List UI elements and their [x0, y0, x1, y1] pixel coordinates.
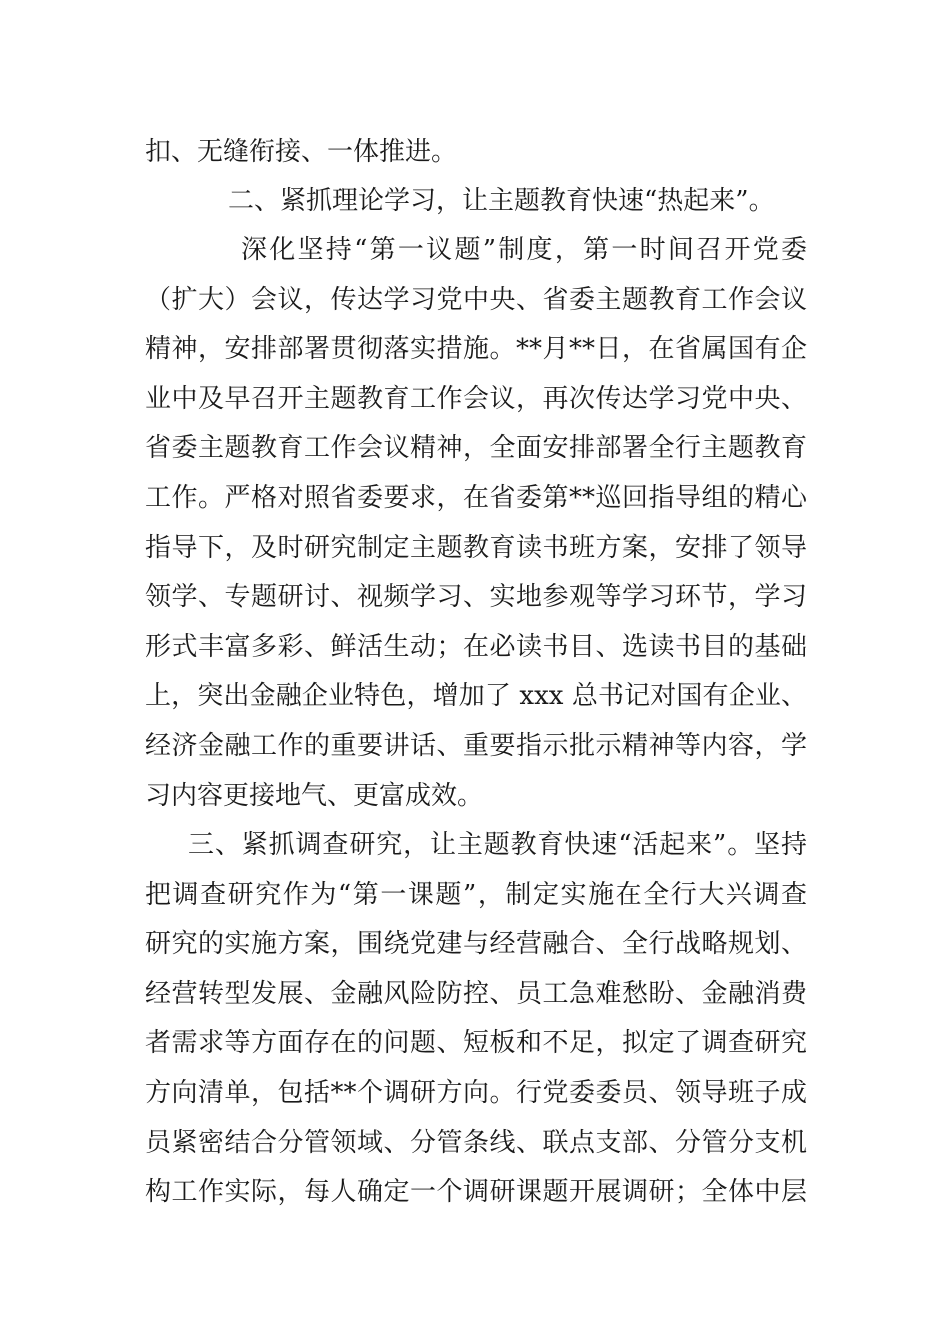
paragraph-research: [145, 821, 807, 1218]
text-line: 领学、专题研讨、视频学习、实地参观等学习环节，学习: [145, 582, 807, 613]
text-line: 经营转型发展、金融风险防控、员工急难愁盼、金融消费: [145, 978, 807, 1009]
text-line: 工作。严格对照省委要求，在省委第**巡回指导组的精心: [145, 482, 807, 513]
paragraph-theory-study: [145, 226, 807, 821]
text-line: 扣、无缝衔接、一体推进。: [145, 137, 458, 167]
text-line: 构工作实际，每人确定一个调研课题开展调研；全体中层: [145, 1177, 807, 1208]
text-line: 习内容更接地气、更富成效。: [145, 780, 484, 811]
text-line: 业中及早召开主题教育工作会议，再次传达学习党中央、: [145, 383, 807, 414]
text-line: 精神，安排部署贯彻落实措施。**月**日，在省属国有企: [145, 334, 807, 365]
paragraph-continuation: [145, 128, 807, 178]
section-heading-2: [145, 177, 807, 227]
text-line: 者需求等方面存在的问题、短板和不足，拟定了调查研究: [145, 1028, 807, 1059]
text-line: 经济金融工作的重要讲话、重要指示批示精神等内容，学: [145, 730, 807, 761]
text-line: （扩大）会议，传达学习党中央、省委主题教育工作会议: [145, 284, 807, 315]
heading-text: 二、紧抓理论学习，让主题教育快速“热起来”。: [228, 186, 775, 216]
text-line: 研究的实施方案，围绕党建与经营融合、全行战略规划、: [145, 929, 807, 960]
text-line: 方向清单，包括**个调研方向。行党委委员、领导班子成: [145, 1077, 807, 1108]
text-line: 把调查研究作为“第一课题”，制定实施在全行大兴调查: [145, 879, 807, 910]
text-line: 员紧密结合分管领域、分管条线、联点支部、分管分支机: [145, 1127, 807, 1158]
text-line: 深化坚持“第一议题”制度，第一时间召开党委: [241, 235, 807, 265]
text-line: 省委主题教育工作会议精神，全面安排部署全行主题教育: [145, 433, 807, 464]
text-line: 三、紧抓调查研究，让主题教育快速“活起来”。坚持: [188, 830, 807, 860]
text-line: 形式丰富多彩、鲜活生动；在必读书目、选读书目的基础: [145, 631, 807, 662]
text-line: 上，突出金融企业特色，增加了 xxx 总书记对国有企业、: [145, 681, 807, 712]
text-line: 指导下，及时研究制定主题教育读书班方案，安排了领导: [145, 532, 807, 563]
